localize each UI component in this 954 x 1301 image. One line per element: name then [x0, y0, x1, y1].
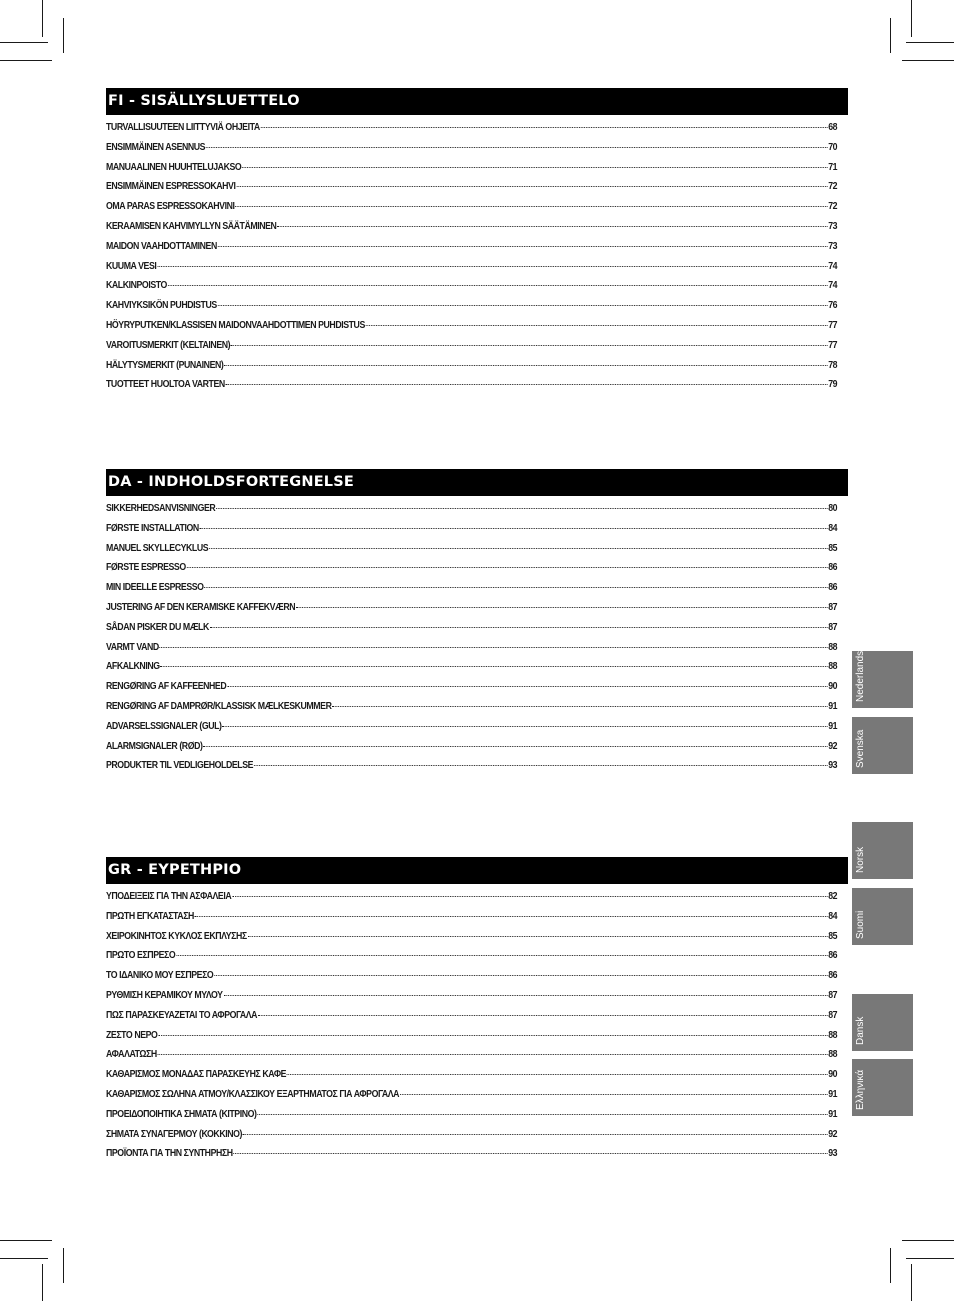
crop-mark [42, 1264, 43, 1301]
language-tab-label: Norsk [855, 846, 866, 873]
toc-entry-page: 73 [828, 240, 838, 252]
toc-entry-title: ADVARSELSSIGNALER (GUL) [106, 720, 222, 732]
toc-entry[interactable] [106, 741, 837, 761]
toc-entry-title: ΠΡΩΤΗ ΕΓΚΑΤΑΣΤΑΣΗ [106, 910, 194, 922]
toc-entry[interactable] [106, 261, 837, 281]
dot-leader [195, 916, 828, 917]
crop-mark [902, 1240, 954, 1241]
toc-entry[interactable] [106, 162, 837, 182]
toc-entry[interactable] [106, 122, 837, 142]
dot-leader [222, 726, 827, 727]
toc-entry-title: KAHVIYKSIKÖN PUHDISTUS [106, 300, 217, 312]
toc-entry-page: 92 [828, 740, 838, 752]
toc-entry-page: 88 [828, 641, 838, 653]
toc-entry-page: 80 [828, 503, 838, 514]
dot-leader [200, 528, 828, 529]
language-tab-nederlands[interactable] [852, 651, 913, 708]
toc-entry[interactable] [106, 661, 837, 681]
toc-entry-title: ΣΗΜΑΤΑ ΣΥΝΑΓΕΡΜΟΥ (ΚΟΚΚΙΝΟ) [106, 1128, 243, 1140]
toc-entry-title: MAIDON VAAHDOTTAMINEN [106, 240, 217, 252]
toc-entry-page: 86 [828, 562, 838, 574]
toc-entry[interactable] [106, 201, 837, 221]
toc-entry-title: ΡΥΘΜΙΣΗ ΚΕΡΑΜΙΚΟΥ ΜΥΛΟΥ [106, 989, 223, 1001]
toc-entry[interactable] [106, 340, 837, 360]
toc-entry[interactable] [106, 142, 837, 162]
dot-leader [242, 167, 827, 168]
toc-entry-title: TUOTTEET HUOLTOA VARTEN [106, 379, 225, 391]
toc-entry[interactable] [106, 1010, 837, 1030]
toc-entry-title: ALARMSIGNALER (RØD) [106, 740, 203, 752]
toc-entry-page: 74 [828, 260, 838, 272]
crop-mark [906, 42, 954, 43]
toc-entry-page: 88 [828, 661, 838, 673]
toc-entry-title: ENSIMMÄINEN ASENNUS [106, 141, 206, 153]
toc-entry-page: 86 [828, 582, 838, 594]
toc-entry-title: ENSIMMÄINEN ESPRESSOKAHVI [106, 181, 236, 193]
toc-entry-page: 82 [828, 891, 838, 902]
toc-entry-title: KUUMA VESI [106, 260, 157, 272]
crop-mark [0, 42, 48, 43]
toc-entry-title: PRODUKTER TIL VEDLIGEHOLDELSE [106, 760, 254, 772]
toc-entry[interactable] [106, 241, 837, 261]
dot-leader [203, 746, 827, 747]
toc-entry-title: VARMT VAND [106, 641, 159, 653]
toc-entry-page: 90 [828, 1069, 838, 1081]
toc-entry-page: 93 [828, 760, 838, 772]
toc-entry-page: 87 [828, 989, 838, 1001]
dot-leader [158, 1054, 828, 1055]
toc-entry-title: FØRSTE INSTALLATION [106, 522, 199, 534]
toc-entry-page: 68 [828, 122, 838, 133]
toc-entry-page: 93 [828, 1148, 838, 1160]
toc-entry-title: MANUEL SKYLLECYKLUS [106, 542, 209, 554]
dot-leader [287, 1074, 827, 1075]
language-tab-greek[interactable] [852, 1059, 913, 1116]
dot-leader [232, 896, 827, 897]
section-header: FI - SISÄLLYSLUETTELO [106, 88, 848, 115]
toc-entry-title: ΑΦΑΛΑΤΩΣΗ [106, 1049, 157, 1061]
dot-leader [277, 226, 827, 227]
dot-leader [216, 508, 827, 509]
crop-mark [0, 1240, 52, 1241]
toc-entry[interactable] [106, 379, 837, 399]
toc-entry-page: 91 [828, 700, 838, 712]
toc-entry[interactable] [106, 1049, 837, 1069]
dot-leader [366, 325, 828, 326]
language-tab-label: Nederlands [855, 650, 866, 702]
toc-entry[interactable] [106, 970, 837, 990]
toc-entry[interactable] [106, 221, 837, 241]
language-tab-label: Suomi [855, 910, 866, 939]
toc-entry-page: 77 [828, 339, 838, 351]
dot-leader [400, 1094, 827, 1095]
toc-entry-page: 85 [828, 542, 838, 554]
toc-entry-page: 72 [828, 181, 838, 193]
toc-entry-page: 70 [828, 141, 838, 153]
toc-entry[interactable] [106, 1148, 837, 1168]
toc-entry-title: AFKALKNING [106, 661, 160, 673]
toc-entry[interactable] [106, 681, 837, 701]
toc-entry-page: 91 [828, 720, 838, 732]
toc-entry-title: ΥΠΟΔΕΙΞΕΙΣ ΓΙΑ ΤΗΝ ΑΣΦΑΛΕΙΑ [106, 891, 232, 902]
toc-entry-page: 84 [828, 522, 838, 534]
dot-leader [168, 285, 828, 286]
dot-leader [233, 1153, 827, 1154]
toc-entry-page: 91 [828, 1088, 838, 1100]
dot-leader [236, 186, 827, 187]
toc-entry-title: MIN IDEELLE ESPRESSO [106, 582, 204, 594]
toc-entry[interactable] [106, 642, 837, 662]
dot-leader [157, 266, 827, 267]
crop-mark [890, 18, 891, 53]
toc-entry-title: TURVALLISUUTEEN LIITTYVIÄ OHJEITA [106, 122, 260, 133]
toc-entry[interactable] [106, 891, 837, 911]
dot-leader [223, 995, 827, 996]
language-tab-label: Dansk [855, 1016, 866, 1045]
crop-mark [63, 1248, 64, 1283]
toc-entry-title: JUSTERING AF DEN KERAMISKE KAFFEKVÆRN [106, 601, 296, 613]
dot-leader [332, 706, 827, 707]
toc-entry-page: 77 [828, 319, 838, 331]
toc-entry[interactable] [106, 503, 837, 523]
toc-entry-title: SÅDAN PISKER DU MÆLK [106, 621, 209, 633]
toc-entry-page: 91 [828, 1108, 838, 1120]
toc-entry[interactable] [106, 562, 837, 582]
toc-entry[interactable] [106, 622, 837, 642]
toc-entry[interactable] [106, 911, 837, 931]
dot-leader [214, 975, 827, 976]
crop-mark [902, 60, 954, 61]
language-tab-norsk[interactable] [852, 822, 913, 879]
toc-entry[interactable] [106, 181, 837, 201]
dot-leader [160, 647, 828, 648]
toc-entry-title: VAROITUSMERKIT (KELTAINEN) [106, 339, 231, 351]
crop-mark [890, 1248, 891, 1283]
crop-mark [911, 0, 912, 37]
language-tab-suomi[interactable] [852, 888, 913, 945]
toc-entry-page: 87 [828, 601, 838, 613]
toc-entry-title: HÄLYTYSMERKIT (PUNAINEN) [106, 359, 224, 371]
toc-entry-page: 86 [828, 950, 838, 962]
toc-entry[interactable] [106, 701, 837, 721]
toc-entry-title: ΠΡΟΕΙΔΟΠΟΙΗΤΙΚΑ ΣΗΜΑΤΑ (ΚΙΤΡΙΝΟ) [106, 1108, 257, 1120]
crop-mark [0, 60, 52, 61]
dot-leader [206, 147, 827, 148]
toc-entry-title: RENGØRING AF KAFFEENHED [106, 681, 227, 693]
toc-entry[interactable] [106, 320, 837, 340]
toc-entry-title: OMA PARAS ESPRESSOKAHVINI [106, 201, 235, 213]
dot-leader [227, 686, 827, 687]
toc-entry[interactable] [106, 1129, 837, 1149]
toc-entry-title: HÖYRYPUTKEN/KLASSISEN MAIDONVAAHDOTTIMEN PUHDISTUS [106, 319, 365, 331]
section-header: GR - ΕΥΡΕΤΗΡΙΟ [106, 857, 848, 884]
toc-entry-page: 88 [828, 1029, 838, 1041]
dot-leader [218, 305, 828, 306]
dot-leader [254, 765, 827, 766]
toc-entry[interactable] [106, 1089, 837, 1109]
toc-entry[interactable] [106, 280, 837, 300]
toc-entry-page: 72 [828, 201, 838, 213]
dot-leader [296, 607, 827, 608]
toc-entry-title: ΚΑΘΑΡΙΣΜΟΣ ΣΩΛΗΝΑ ΑΤΜΟΥ/ΚΛΑΣΣΙΚΟΥ ΕΞΑΡΤΗΜΑΤΟΣ ΓΙΑ ΑΦΡΟΓΑΛΑ [106, 1088, 400, 1100]
toc-entry[interactable] [106, 721, 837, 741]
toc-entry[interactable] [106, 1030, 837, 1050]
dot-leader [248, 936, 828, 937]
toc-entry-page: 88 [828, 1049, 838, 1061]
dot-leader [224, 365, 827, 366]
dot-leader [226, 384, 828, 385]
toc-entry[interactable] [106, 582, 837, 602]
dot-leader [261, 127, 828, 128]
language-tab-svenska[interactable] [852, 717, 913, 774]
dot-leader [209, 548, 827, 549]
toc-list [106, 122, 837, 399]
dot-leader [235, 206, 827, 207]
toc-section-fi [106, 88, 848, 399]
language-tab-label: Ελληνικά [855, 1069, 866, 1110]
toc-entry-title: SIKKERHEDSANVISNINGER [106, 503, 216, 514]
toc-entry-page: 74 [828, 280, 838, 292]
toc-entry[interactable] [106, 360, 837, 380]
toc-entry-title: FØRSTE ESPRESSO [106, 562, 186, 574]
toc-entry[interactable] [106, 543, 837, 563]
toc-entry-page: 79 [828, 379, 838, 391]
toc-entry[interactable] [106, 602, 837, 622]
toc-entry[interactable] [106, 931, 837, 951]
toc-entry[interactable] [106, 300, 837, 320]
toc-entry-title: ΠΩΣ ΠΑΡΑΣΚΕΥΑΖΕΤΑΙ ΤΟ ΑΦΡΟΓΑΛΑ [106, 1009, 258, 1021]
toc-entry-page: 87 [828, 621, 838, 633]
dot-leader [218, 246, 828, 247]
toc-entry-page: 92 [828, 1128, 838, 1140]
toc-entry-page: 84 [828, 910, 838, 922]
dot-leader [176, 955, 827, 956]
dot-leader [187, 567, 828, 568]
crop-mark [911, 1264, 912, 1301]
crop-mark [63, 18, 64, 53]
crop-mark [42, 0, 43, 37]
toc-entry[interactable] [106, 523, 837, 543]
toc-list [106, 891, 837, 1168]
toc-entry-title: KERAAMISEN KAHVIMYLLYN SÄÄTÄMINEN [106, 220, 277, 232]
toc-entry-page: 73 [828, 220, 838, 232]
dot-leader [231, 345, 827, 346]
dot-leader [158, 1035, 827, 1036]
toc-entry[interactable] [106, 950, 837, 970]
toc-entry-title: ΧΕΙΡΟΚΙΝΗΤΟΣ ΚΥΚΛΟΣ ΕΚΠΛΥΣΗΣ [106, 930, 247, 942]
dot-leader [258, 1015, 827, 1016]
dot-leader [160, 666, 827, 667]
crop-mark [906, 1258, 954, 1259]
toc-entry-page: 76 [828, 300, 838, 312]
toc-section-da [106, 469, 848, 780]
toc-entry-title: ΤΟ ΙΔΑΝΙΚΟ ΜΟΥ ΕΣΠΡΕΣΟ [106, 970, 214, 982]
toc-entry-page: 71 [828, 161, 838, 173]
toc-entry-title: MANUAALINEN HUUHTELUJAKSO [106, 161, 242, 173]
toc-entry-page: 87 [828, 1009, 838, 1021]
language-tab-label: Svenska [855, 729, 866, 768]
crop-mark [0, 1258, 48, 1259]
dot-leader [204, 587, 827, 588]
toc-entry[interactable] [106, 760, 837, 780]
toc-entry[interactable] [106, 990, 837, 1010]
toc-entry-title: ΠΡΟΪΟΝΤΑ ΓΙΑ ΤΗΝ ΣΥΝΤΗΡΗΣΗ [106, 1148, 233, 1160]
toc-entry-title: ΠΡΩΤΟ ΕΣΠΡΕΣΟ [106, 950, 176, 962]
toc-entry-page: 78 [828, 359, 838, 371]
toc-entry-page: 90 [828, 681, 838, 693]
toc-entry-title: ΚΑΘΑΡΙΣΜΟΣ ΜΟΝΑΔΑΣ ΠΑΡΑΣΚΕΥΗΣ ΚΑΦΕ [106, 1069, 287, 1081]
toc-entry[interactable] [106, 1069, 837, 1089]
toc-entry-title: ΖΕΣΤΟ ΝΕΡΟ [106, 1029, 158, 1041]
toc-list [106, 503, 837, 780]
toc-entry-page: 86 [828, 970, 838, 982]
dot-leader [243, 1134, 828, 1135]
section-header: DA - INDHOLDSFORTEGNELSE [106, 469, 848, 496]
toc-entry-title: RENGØRING AF DAMPRØR/KLASSISK MÆLKESKUMMER [106, 700, 332, 712]
dot-leader [257, 1114, 827, 1115]
dot-leader [210, 627, 828, 628]
language-tab-dansk[interactable] [852, 994, 913, 1051]
toc-entry[interactable] [106, 1109, 837, 1129]
toc-entry-title: KALKINPOISTO [106, 280, 167, 292]
toc-entry-page: 85 [828, 930, 838, 942]
toc-section-gr [106, 857, 848, 1168]
